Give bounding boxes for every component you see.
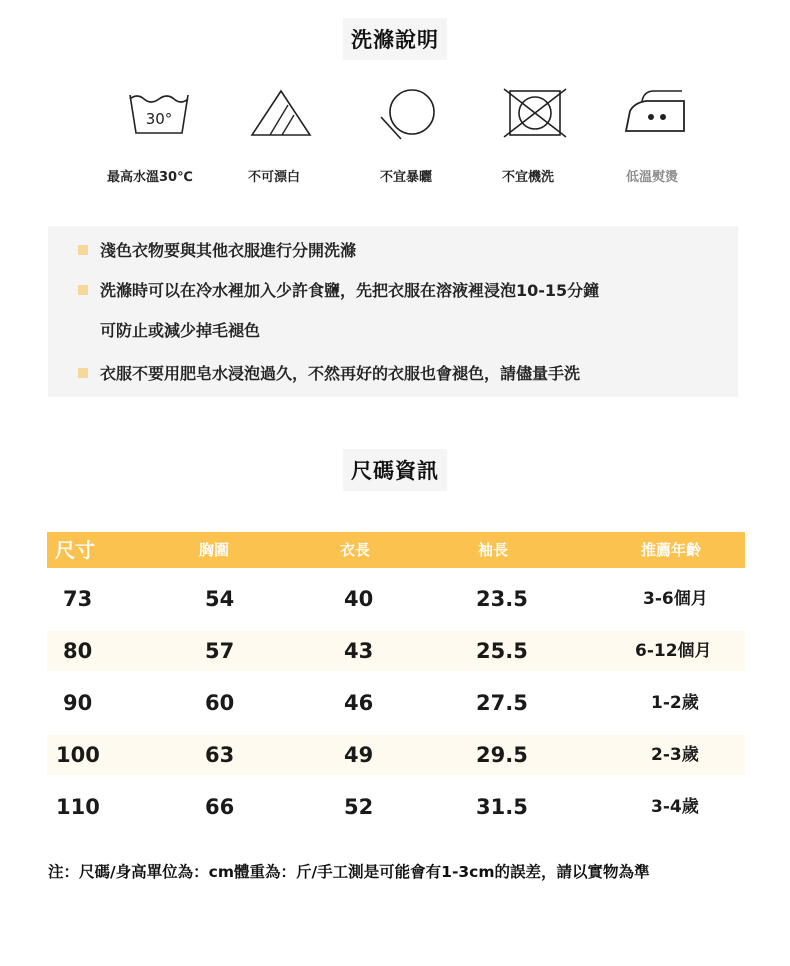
cell-sleeve: 31.5 <box>476 795 528 819</box>
cell-size: 110 <box>56 795 100 819</box>
cell-sleeve: 27.5 <box>476 691 528 715</box>
header-size: 尺寸 <box>55 538 95 562</box>
cell-length: 46 <box>344 691 374 715</box>
cell-length: 43 <box>344 639 374 663</box>
cell-size: 100 <box>56 743 100 767</box>
table-row <box>47 787 745 827</box>
cell-chest: 63 <box>205 743 235 767</box>
cell-chest: 54 <box>205 587 235 611</box>
care-label-bleach: 不可漂白 <box>248 170 301 185</box>
header-chest: 胸圍 <box>199 541 230 559</box>
wash-note-2: 洗滌時可以在冷水裡加入少許食鹽，先把衣服在溶液裡浸泡10-15分鐘 <box>100 281 600 300</box>
no-machine-dry-icon <box>500 85 570 143</box>
wash-title-wrap <box>0 18 790 60</box>
cell-age: 3-4歲 <box>651 797 699 817</box>
bullet-icon <box>78 245 88 255</box>
table-row <box>47 579 745 619</box>
cell-age: 6-12個月 <box>635 641 712 661</box>
cell-length: 52 <box>344 795 374 819</box>
header-age: 推薦年齡 <box>641 541 702 559</box>
bullet-icon <box>78 285 88 295</box>
cell-size: 73 <box>63 587 93 611</box>
cell-age: 3-6個月 <box>643 589 708 609</box>
size-footnote: 注：尺碼/身高單位為：cm體重為：斤/手工測是可能會有1-3cm的誤差，請以實物為準 <box>48 863 650 881</box>
care-icons <box>0 85 790 145</box>
low-iron-icon <box>620 85 690 143</box>
bullet-icon <box>78 368 88 378</box>
header-length: 衣長 <box>340 541 371 559</box>
cell-sleeve: 23.5 <box>476 587 528 611</box>
cell-chest: 57 <box>205 639 235 663</box>
no-bleach-icon <box>246 85 316 143</box>
cell-chest: 66 <box>205 795 235 819</box>
size-table <box>47 532 745 819</box>
header-sleeve: 袖長 <box>478 541 509 559</box>
wash-30-icon <box>124 85 194 143</box>
cell-size: 80 <box>63 639 93 663</box>
table-row <box>47 735 745 775</box>
wash-note-1: 淺色衣物要與其他衣服進行分開洗滌 <box>100 241 357 260</box>
cell-age: 2-3歲 <box>651 745 699 765</box>
cell-size: 90 <box>63 691 93 715</box>
size-title-wrap <box>0 449 790 491</box>
no-tumble-dry-icon <box>375 85 445 143</box>
cell-length: 49 <box>344 743 374 767</box>
cell-sleeve: 29.5 <box>476 743 528 767</box>
cell-age: 1-2歲 <box>651 693 699 713</box>
care-labels <box>0 166 790 188</box>
cell-length: 40 <box>344 587 374 611</box>
cell-chest: 60 <box>205 691 235 715</box>
table-row <box>47 683 745 723</box>
wash-note-2-cont: 可防止或減少掉毛褪色 <box>100 321 261 340</box>
wash-notes-panel <box>48 226 738 397</box>
wash-temp-text: 30° <box>145 110 173 128</box>
size-info-title: 尺碼資訊 <box>343 449 447 491</box>
table-row <box>47 631 745 671</box>
cell-sleeve: 25.5 <box>476 639 528 663</box>
care-label-temp: 最高水溫30℃ <box>107 170 193 185</box>
wash-note-3: 衣服不要用肥皂水浸泡過久，不然再好的衣服也會褪色，請儘量手洗 <box>100 364 581 383</box>
care-label-iron: 低溫熨燙 <box>626 170 679 185</box>
size-table-header <box>47 532 745 568</box>
care-label-sun: 不宜暴曬 <box>380 170 433 185</box>
wash-instructions-title: 洗滌說明 <box>343 18 447 60</box>
care-label-machine: 不宜機洗 <box>502 170 555 185</box>
